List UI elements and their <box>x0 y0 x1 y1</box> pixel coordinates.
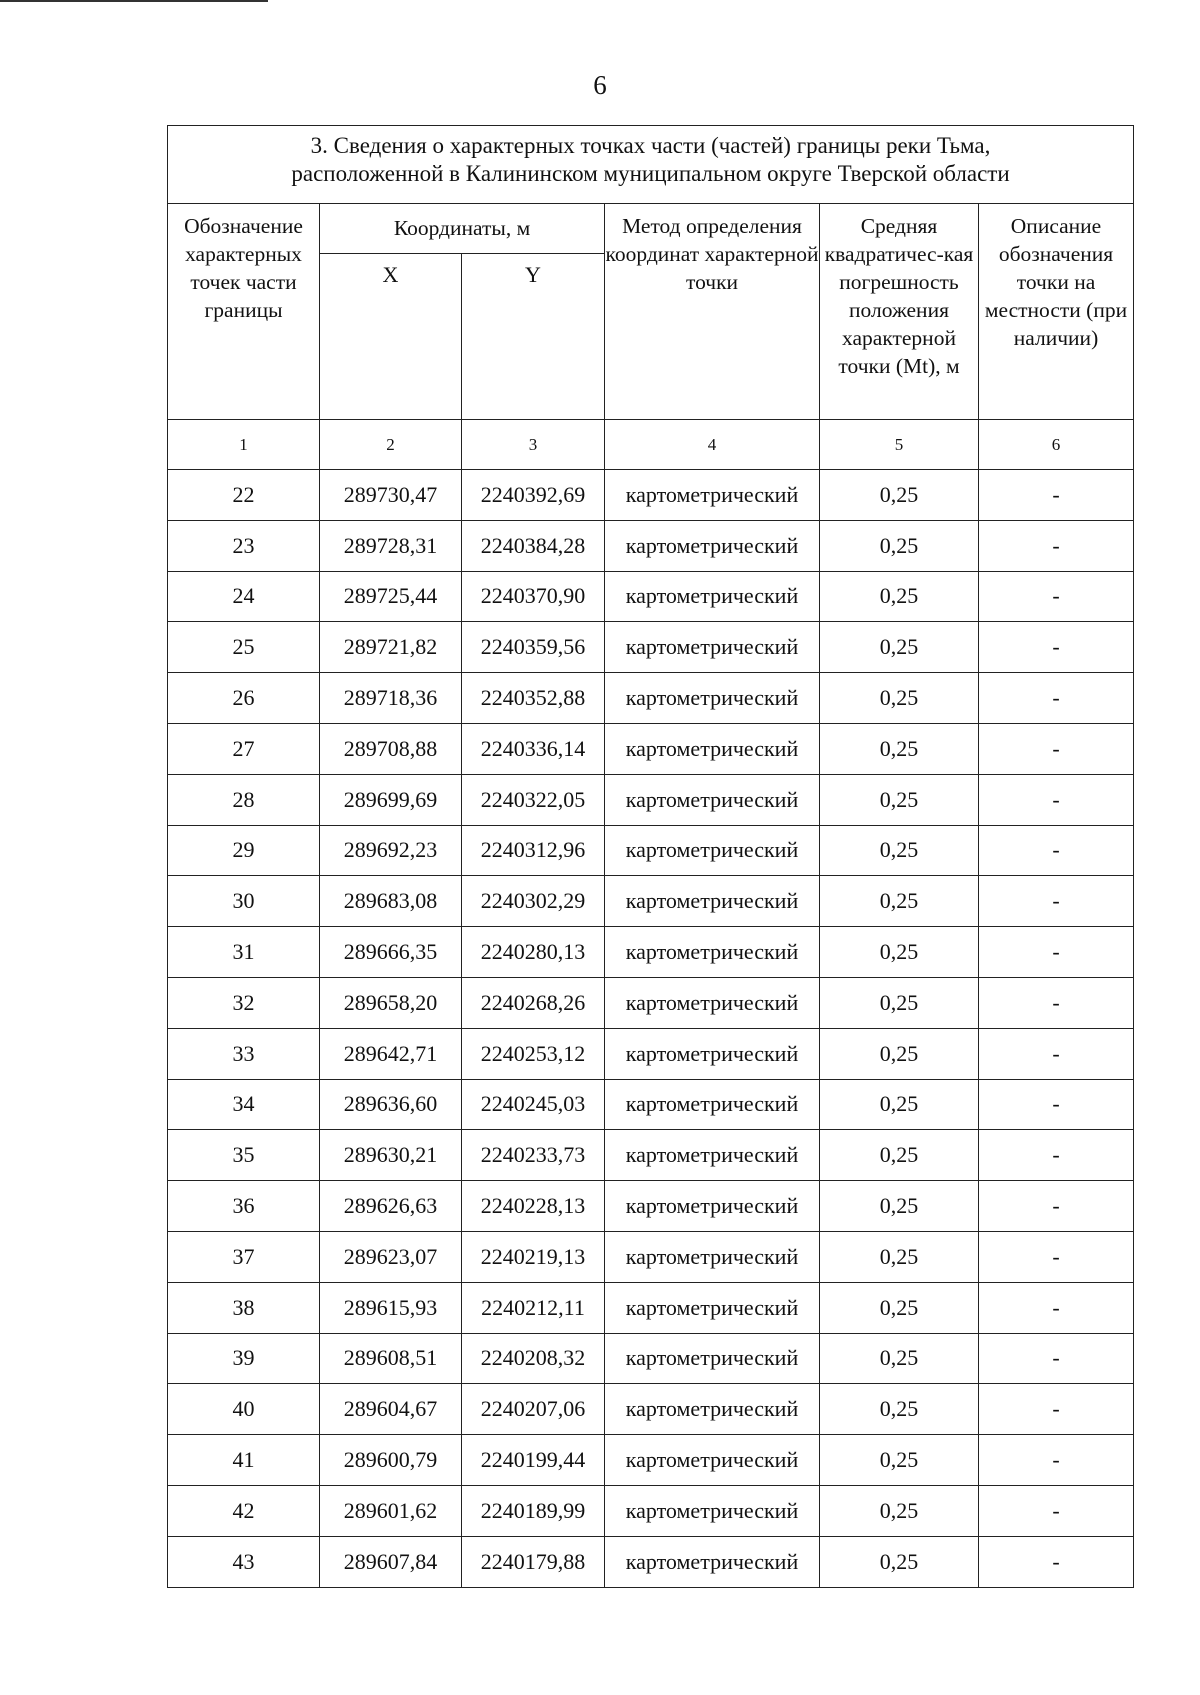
cell-method: картометрический <box>605 1028 820 1079</box>
cell-x: 289708,88 <box>320 723 462 774</box>
cell-point: 22 <box>168 470 320 521</box>
cell-description: - <box>979 1435 1134 1486</box>
cell-x: 289630,21 <box>320 1130 462 1181</box>
cell-x: 289683,08 <box>320 876 462 927</box>
cell-error: 0,25 <box>820 1485 979 1536</box>
cell-point: 32 <box>168 977 320 1028</box>
cell-method: картометрический <box>605 520 820 571</box>
cell-point: 35 <box>168 1130 320 1181</box>
cell-y: 2240352,88 <box>462 673 605 724</box>
column-number: 6 <box>979 420 1134 470</box>
column-number: 1 <box>168 420 320 470</box>
cell-method: картометрический <box>605 1282 820 1333</box>
cell-description: - <box>979 1231 1134 1282</box>
cell-method: картометрический <box>605 1435 820 1486</box>
cell-error: 0,25 <box>820 1384 979 1435</box>
header-error: Средняя квадратичес-кая погрешность положения характерной точки (Mt), м <box>820 204 979 420</box>
cell-x: 289615,93 <box>320 1282 462 1333</box>
cell-method: картометрический <box>605 1231 820 1282</box>
cell-description: - <box>979 673 1134 724</box>
column-number: 4 <box>605 420 820 470</box>
cell-error: 0,25 <box>820 927 979 978</box>
cell-description: - <box>979 1181 1134 1232</box>
cell-description: - <box>979 520 1134 571</box>
cell-error: 0,25 <box>820 470 979 521</box>
cell-y: 2240189,99 <box>462 1485 605 1536</box>
cell-x: 289692,23 <box>320 825 462 876</box>
cell-method: картометрический <box>605 977 820 1028</box>
cell-x: 289658,20 <box>320 977 462 1028</box>
cell-x: 289600,79 <box>320 1435 462 1486</box>
cell-point: 43 <box>168 1536 320 1587</box>
header-y: Y <box>462 254 605 420</box>
cell-error: 0,25 <box>820 977 979 1028</box>
cell-method: картометрический <box>605 1333 820 1384</box>
cell-x: 289728,31 <box>320 520 462 571</box>
cell-y: 2240302,29 <box>462 876 605 927</box>
cell-point: 27 <box>168 723 320 774</box>
cell-description: - <box>979 774 1134 825</box>
table-row <box>168 1079 1134 1130</box>
cell-description: - <box>979 1130 1134 1181</box>
cell-description: - <box>979 1384 1134 1435</box>
cell-method: картометрический <box>605 1079 820 1130</box>
cell-y: 2240336,14 <box>462 723 605 774</box>
cell-point: 34 <box>168 1079 320 1130</box>
cell-y: 2240322,05 <box>462 774 605 825</box>
cell-error: 0,25 <box>820 1282 979 1333</box>
cell-point: 39 <box>168 1333 320 1384</box>
cell-x: 289725,44 <box>320 571 462 622</box>
boundary-points-table <box>167 125 1134 1588</box>
cell-error: 0,25 <box>820 622 979 673</box>
table-body <box>168 470 1134 1588</box>
cell-error: 0,25 <box>820 1130 979 1181</box>
cell-y: 2240392,69 <box>462 470 605 521</box>
cell-method: картометрический <box>605 470 820 521</box>
cell-point: 37 <box>168 1231 320 1282</box>
cell-description: - <box>979 571 1134 622</box>
table-row <box>168 876 1134 927</box>
cell-description: - <box>979 977 1134 1028</box>
cell-description: - <box>979 1536 1134 1587</box>
cell-y: 2240233,73 <box>462 1130 605 1181</box>
cell-description: - <box>979 825 1134 876</box>
cell-x: 289607,84 <box>320 1536 462 1587</box>
cell-description: - <box>979 1282 1134 1333</box>
cell-method: картометрический <box>605 876 820 927</box>
table-caption-line-2: расположенной в Калининском муниципальном округе Тверской области <box>291 161 1010 186</box>
cell-error: 0,25 <box>820 1435 979 1486</box>
cell-method: картометрический <box>605 1181 820 1232</box>
cell-method: картометрический <box>605 571 820 622</box>
cell-error: 0,25 <box>820 1028 979 1079</box>
table-row <box>168 774 1134 825</box>
cell-point: 31 <box>168 927 320 978</box>
table-row <box>168 723 1134 774</box>
page-number: 6 <box>593 70 607 100</box>
table-row <box>168 571 1134 622</box>
table-row <box>168 1384 1134 1435</box>
header-coordinates: Координаты, м <box>320 204 605 254</box>
table-row <box>168 927 1134 978</box>
cell-y: 2240370,90 <box>462 571 605 622</box>
cell-method: картометрический <box>605 1130 820 1181</box>
cell-error: 0,25 <box>820 723 979 774</box>
cell-point: 38 <box>168 1282 320 1333</box>
column-number: 2 <box>320 420 462 470</box>
table-row <box>168 470 1134 521</box>
column-number: 3 <box>462 420 605 470</box>
cell-x: 289730,47 <box>320 470 462 521</box>
table-row <box>168 1028 1134 1079</box>
cell-description: - <box>979 1028 1134 1079</box>
table-caption-row <box>168 126 1134 204</box>
cell-y: 2240219,13 <box>462 1231 605 1282</box>
table-row <box>168 1181 1134 1232</box>
cell-x: 289601,62 <box>320 1485 462 1536</box>
cell-point: 29 <box>168 825 320 876</box>
cell-method: картометрический <box>605 927 820 978</box>
header-x: X <box>320 254 462 420</box>
cell-point: 33 <box>168 1028 320 1079</box>
cell-point: 23 <box>168 520 320 571</box>
table-row <box>168 1333 1134 1384</box>
cell-point: 41 <box>168 1435 320 1486</box>
cell-error: 0,25 <box>820 774 979 825</box>
column-number-row <box>168 420 1134 470</box>
cell-x: 289642,71 <box>320 1028 462 1079</box>
cell-y: 2240253,12 <box>462 1028 605 1079</box>
cell-error: 0,25 <box>820 1079 979 1130</box>
cell-error: 0,25 <box>820 673 979 724</box>
cell-description: - <box>979 1079 1134 1130</box>
cell-error: 0,25 <box>820 520 979 571</box>
cell-x: 289699,69 <box>320 774 462 825</box>
cell-method: картометрический <box>605 622 820 673</box>
cell-x: 289604,67 <box>320 1384 462 1435</box>
cell-y: 2240228,13 <box>462 1181 605 1232</box>
cell-x: 289623,07 <box>320 1231 462 1282</box>
table-row <box>168 622 1134 673</box>
table-header-row <box>168 204 1134 254</box>
cell-y: 2240199,44 <box>462 1435 605 1486</box>
table-row <box>168 1536 1134 1587</box>
cell-y: 2240268,26 <box>462 977 605 1028</box>
table-caption <box>168 126 1134 204</box>
cell-y: 2240384,28 <box>462 520 605 571</box>
cell-error: 0,25 <box>820 1181 979 1232</box>
cell-method: картометрический <box>605 825 820 876</box>
table-row <box>168 1231 1134 1282</box>
cell-point: 30 <box>168 876 320 927</box>
cell-error: 0,25 <box>820 1536 979 1587</box>
cell-error: 0,25 <box>820 876 979 927</box>
cell-x: 289718,36 <box>320 673 462 724</box>
table-row <box>168 520 1134 571</box>
cell-error: 0,25 <box>820 1333 979 1384</box>
cell-method: картометрический <box>605 1384 820 1435</box>
cell-point: 40 <box>168 1384 320 1435</box>
cell-y: 2240280,13 <box>462 927 605 978</box>
cell-x: 289721,82 <box>320 622 462 673</box>
cell-method: картометрический <box>605 774 820 825</box>
cell-y: 2240207,06 <box>462 1384 605 1435</box>
cell-y: 2240179,88 <box>462 1536 605 1587</box>
table-row <box>168 1485 1134 1536</box>
cell-y: 2240312,96 <box>462 825 605 876</box>
cell-error: 0,25 <box>820 1231 979 1282</box>
table-row <box>168 1435 1134 1486</box>
cell-x: 289666,35 <box>320 927 462 978</box>
cell-description: - <box>979 470 1134 521</box>
header-method: Метод определения координат характерной точки <box>605 204 820 420</box>
cell-x: 289626,63 <box>320 1181 462 1232</box>
cell-method: картометрический <box>605 1485 820 1536</box>
header-description: Описание обозначения точки на местности (при наличии) <box>979 204 1134 420</box>
cell-description: - <box>979 1333 1134 1384</box>
cell-y: 2240208,32 <box>462 1333 605 1384</box>
cell-description: - <box>979 1485 1134 1536</box>
cell-y: 2240212,11 <box>462 1282 605 1333</box>
table-caption-line-1: 3. Сведения о характерных точках части (частей) границы реки Тьма, <box>310 133 991 158</box>
cell-point: 28 <box>168 774 320 825</box>
cell-description: - <box>979 723 1134 774</box>
column-number: 5 <box>820 420 979 470</box>
cell-description: - <box>979 876 1134 927</box>
cell-y: 2240359,56 <box>462 622 605 673</box>
cell-point: 24 <box>168 571 320 622</box>
cell-x: 289608,51 <box>320 1333 462 1384</box>
cell-description: - <box>979 622 1134 673</box>
cell-error: 0,25 <box>820 825 979 876</box>
cell-point: 42 <box>168 1485 320 1536</box>
cell-y: 2240245,03 <box>462 1079 605 1130</box>
header-point: Обозначение характерных точек части границы <box>168 204 320 420</box>
cell-description: - <box>979 927 1134 978</box>
table-row <box>168 673 1134 724</box>
cell-error: 0,25 <box>820 571 979 622</box>
table-row <box>168 825 1134 876</box>
cell-x: 289636,60 <box>320 1079 462 1130</box>
table-row <box>168 1282 1134 1333</box>
cell-method: картометрический <box>605 673 820 724</box>
scan-edge-line <box>0 0 268 2</box>
cell-method: картометрический <box>605 1536 820 1587</box>
cell-point: 26 <box>168 673 320 724</box>
cell-point: 25 <box>168 622 320 673</box>
cell-point: 36 <box>168 1181 320 1232</box>
table-row <box>168 1130 1134 1181</box>
cell-method: картометрический <box>605 723 820 774</box>
table-row <box>168 977 1134 1028</box>
